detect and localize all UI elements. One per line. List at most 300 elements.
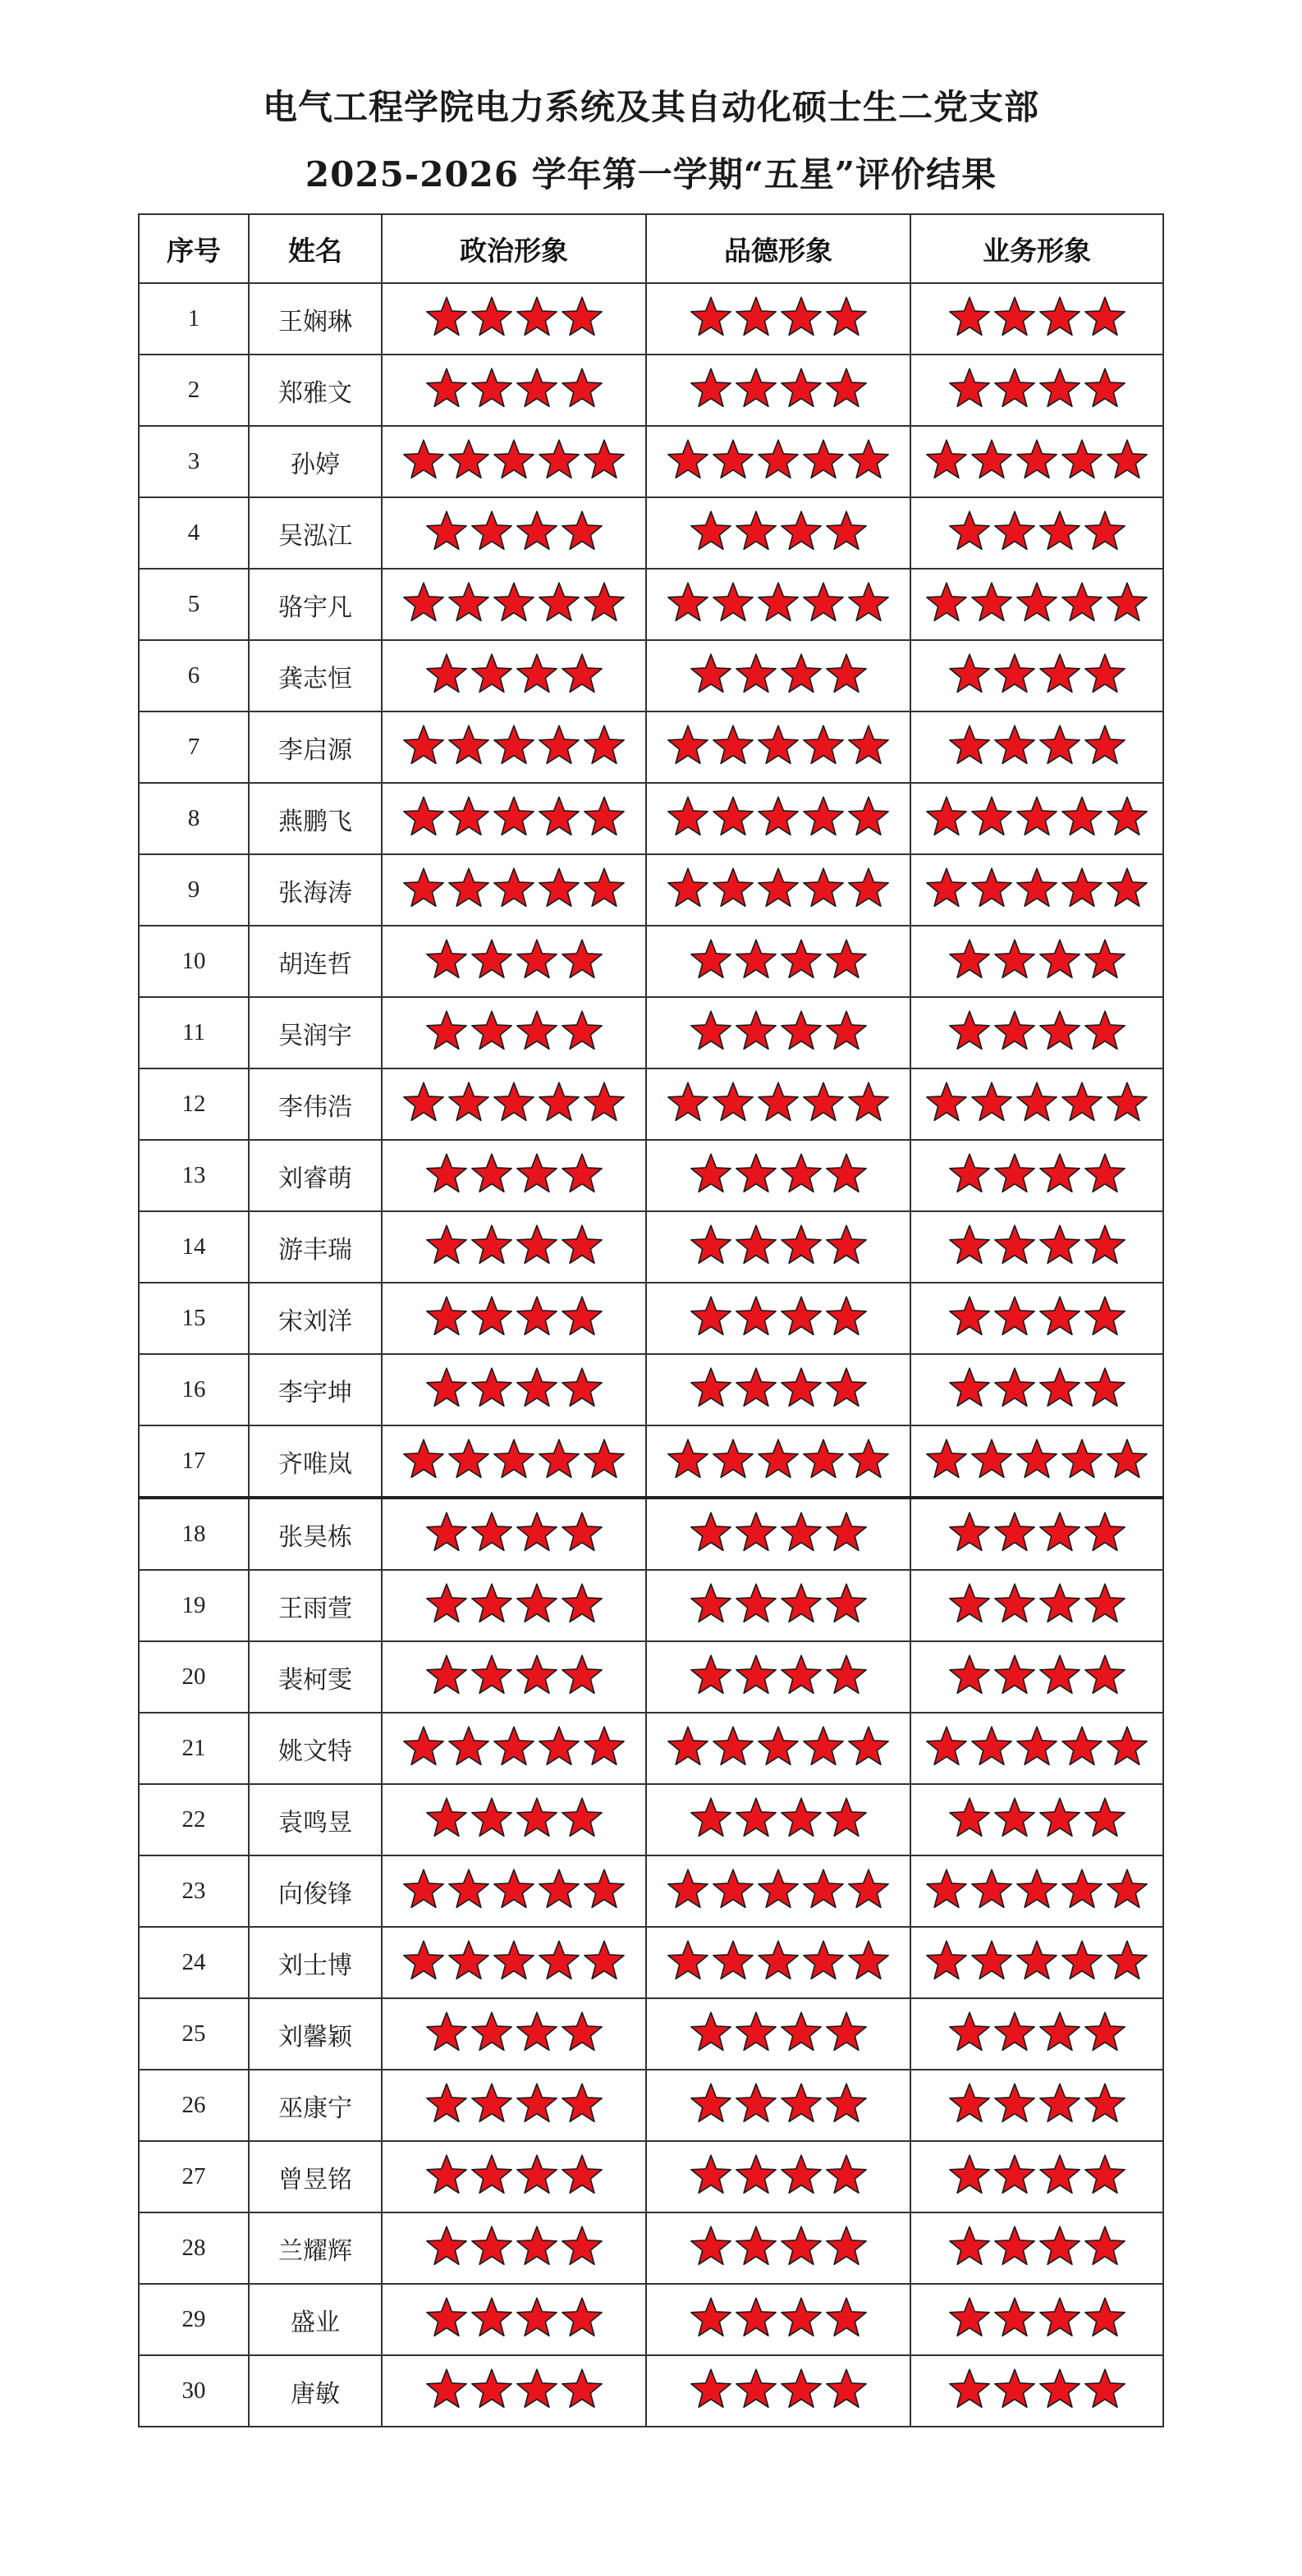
star-icon	[689, 366, 733, 410]
row-index: 17	[139, 1425, 249, 1498]
row-name: 李宇坤	[249, 1354, 382, 1425]
political-stars-cell	[382, 497, 646, 569]
star-icon	[824, 2295, 869, 2340]
star-icon	[666, 866, 710, 910]
star-icon	[424, 509, 469, 553]
star-icon	[1038, 2010, 1082, 2054]
star-icon	[734, 1653, 778, 1697]
professional-stars-cell	[910, 1283, 1163, 1354]
star-icon	[711, 866, 755, 910]
star-icon	[970, 580, 1014, 625]
star-icon	[947, 1796, 992, 1840]
professional-stars	[947, 1151, 1127, 1196]
star-icon	[970, 1724, 1014, 1768]
star-icon	[947, 2081, 992, 2125]
star-icon	[689, 1366, 733, 1410]
political-stars-cell	[382, 1641, 646, 1713]
document-title: 电气工程学院电力系统及其自动化硕士生二党支部	[262, 87, 1039, 127]
star-icon	[1083, 1223, 1127, 1267]
moral-stars-cell	[646, 2355, 910, 2427]
star-icon	[470, 2295, 514, 2340]
star-icon	[470, 2153, 514, 2197]
star-icon	[993, 1009, 1037, 1053]
political-stars-cell	[382, 2284, 646, 2355]
moral-stars-cell	[646, 2070, 910, 2141]
political-stars	[424, 1009, 604, 1053]
star-icon	[779, 652, 823, 696]
moral-stars	[689, 1366, 869, 1410]
row-name: 曾昱铭	[249, 2141, 382, 2212]
star-icon	[824, 1510, 869, 1554]
star-icon	[824, 1009, 869, 1053]
star-icon	[1038, 652, 1082, 696]
five-star-results-table	[138, 213, 1164, 2427]
star-icon	[666, 580, 710, 625]
star-icon	[993, 295, 1037, 339]
star-icon	[470, 1510, 514, 1554]
star-icon	[401, 1437, 446, 1481]
star-icon	[447, 723, 491, 767]
star-icon	[993, 2153, 1037, 2197]
star-icon	[515, 1796, 559, 1840]
professional-stars-cell	[910, 1498, 1163, 1570]
row-index: 30	[139, 2355, 249, 2427]
moral-stars-cell	[646, 2141, 910, 2212]
star-icon	[1083, 1294, 1127, 1338]
professional-stars-cell	[910, 1998, 1163, 2070]
star-icon	[1038, 295, 1082, 339]
star-icon	[779, 295, 823, 339]
star-icon	[846, 1938, 891, 1983]
star-icon	[779, 1294, 823, 1338]
table-row	[139, 1855, 1163, 1927]
star-icon	[424, 937, 469, 981]
professional-stars	[947, 366, 1127, 410]
star-icon	[1083, 1151, 1127, 1196]
political-stars	[401, 1724, 626, 1768]
row-name: 李伟浩	[249, 1068, 382, 1140]
star-icon	[424, 2224, 469, 2268]
star-icon	[947, 1653, 992, 1697]
star-icon	[947, 1294, 992, 1338]
star-icon	[924, 437, 969, 482]
table-row	[139, 2284, 1163, 2355]
star-icon	[993, 2081, 1037, 2125]
star-icon	[689, 1796, 733, 1840]
row-name: 王雨萱	[249, 1570, 382, 1641]
moral-stars	[666, 437, 891, 482]
star-icon	[424, 1581, 469, 1626]
star-icon	[689, 1294, 733, 1338]
row-index: 9	[139, 854, 249, 926]
star-icon	[470, 295, 514, 339]
star-icon	[689, 1653, 733, 1697]
row-name: 王娴琳	[249, 283, 382, 355]
moral-stars-cell	[646, 1498, 910, 1570]
star-icon	[993, 1294, 1037, 1338]
star-icon	[470, 1151, 514, 1196]
political-stars-cell	[382, 1570, 646, 1641]
star-icon	[447, 794, 491, 839]
political-stars	[424, 2010, 604, 2054]
star-icon	[560, 2367, 604, 2411]
row-name: 宋刘洋	[249, 1283, 382, 1354]
table-row	[139, 426, 1163, 497]
table-row	[139, 1570, 1163, 1641]
star-icon	[1105, 1938, 1149, 1983]
moral-stars-cell	[646, 1354, 910, 1425]
star-icon	[1105, 1080, 1149, 1124]
star-icon	[801, 794, 846, 839]
star-icon	[401, 1938, 446, 1983]
star-icon	[1060, 437, 1104, 482]
moral-stars-cell	[646, 426, 910, 497]
political-stars-cell	[382, 2070, 646, 2141]
star-icon	[846, 1724, 891, 1768]
star-icon	[824, 652, 869, 696]
star-icon	[666, 1437, 710, 1481]
star-icon	[666, 794, 710, 839]
header-moral-image: 品德形象	[646, 214, 910, 283]
star-icon	[1015, 580, 1059, 625]
star-icon	[734, 1223, 778, 1267]
row-index: 19	[139, 1570, 249, 1641]
star-icon	[470, 2081, 514, 2125]
political-stars	[424, 295, 604, 339]
star-icon	[734, 295, 778, 339]
star-icon	[756, 1867, 800, 1911]
moral-stars-cell	[646, 1927, 910, 1998]
star-icon	[1083, 2295, 1127, 2340]
professional-stars-cell	[910, 783, 1163, 854]
star-icon	[492, 794, 536, 839]
star-icon	[1038, 1581, 1082, 1626]
star-icon	[582, 794, 626, 839]
star-icon	[560, 1223, 604, 1267]
star-icon	[560, 2010, 604, 2054]
star-icon	[582, 1080, 626, 1124]
star-icon	[537, 794, 581, 839]
professional-stars	[947, 937, 1127, 981]
star-icon	[1083, 2010, 1127, 2054]
professional-stars	[947, 2224, 1127, 2268]
row-name: 燕鹏飞	[249, 783, 382, 854]
professional-stars	[947, 1223, 1127, 1267]
star-icon	[582, 866, 626, 910]
star-icon	[1060, 866, 1104, 910]
star-icon	[560, 1510, 604, 1554]
row-index: 7	[139, 711, 249, 783]
header-political-image: 政治形象	[382, 214, 646, 283]
star-icon	[1060, 1867, 1104, 1911]
professional-stars-cell	[910, 1068, 1163, 1140]
moral-stars	[666, 1938, 891, 1983]
star-icon	[970, 1938, 1014, 1983]
star-icon	[779, 366, 823, 410]
star-icon	[401, 794, 446, 839]
star-icon	[947, 1366, 992, 1410]
moral-stars-cell	[646, 854, 910, 926]
star-icon	[711, 437, 755, 482]
star-icon	[1083, 2081, 1127, 2125]
table-body	[139, 283, 1163, 2427]
star-icon	[801, 866, 846, 910]
star-icon	[582, 1437, 626, 1481]
row-index: 13	[139, 1140, 249, 1211]
star-icon	[666, 437, 710, 482]
moral-stars-cell	[646, 355, 910, 426]
star-icon	[1083, 1796, 1127, 1840]
star-icon	[947, 937, 992, 981]
moral-stars	[666, 794, 891, 839]
professional-stars	[947, 2081, 1127, 2125]
star-icon	[1083, 1581, 1127, 1626]
star-icon	[470, 652, 514, 696]
star-icon	[470, 1653, 514, 1697]
star-icon	[993, 652, 1037, 696]
star-icon	[801, 1867, 846, 1911]
political-stars-cell	[382, 854, 646, 926]
professional-stars	[924, 794, 1149, 839]
political-stars	[401, 1437, 626, 1481]
star-icon	[924, 580, 969, 625]
star-icon	[470, 1009, 514, 1053]
professional-stars-cell	[910, 1354, 1163, 1425]
row-name: 刘士博	[249, 1927, 382, 1998]
star-icon	[424, 2295, 469, 2340]
star-icon	[401, 580, 446, 625]
star-icon	[537, 1938, 581, 1983]
star-icon	[1105, 794, 1149, 839]
row-name: 裴柯雯	[249, 1641, 382, 1713]
star-icon	[1015, 794, 1059, 839]
star-icon	[1083, 937, 1127, 981]
star-icon	[734, 1366, 778, 1410]
star-icon	[993, 1653, 1037, 1697]
row-name: 盛业	[249, 2284, 382, 2355]
professional-stars-cell	[910, 2355, 1163, 2427]
star-icon	[515, 509, 559, 553]
professional-stars	[947, 2153, 1127, 2197]
political-stars	[424, 2367, 604, 2411]
star-icon	[779, 1796, 823, 1840]
star-icon	[734, 1510, 778, 1554]
star-icon	[779, 1009, 823, 1053]
star-icon	[756, 1724, 800, 1768]
star-icon	[779, 2153, 823, 2197]
professional-stars	[924, 1080, 1149, 1124]
star-icon	[846, 1080, 891, 1124]
table-row	[139, 1641, 1163, 1713]
star-icon	[515, 652, 559, 696]
star-icon	[424, 1294, 469, 1338]
star-icon	[993, 2367, 1037, 2411]
star-icon	[756, 1938, 800, 1983]
table-row	[139, 1211, 1163, 1283]
star-icon	[1083, 1366, 1127, 1410]
moral-stars	[666, 1724, 891, 1768]
star-icon	[515, 2295, 559, 2340]
star-icon	[1060, 1080, 1104, 1124]
star-icon	[756, 723, 800, 767]
star-icon	[993, 1796, 1037, 1840]
star-icon	[1015, 1724, 1059, 1768]
star-icon	[666, 1867, 710, 1911]
star-icon	[582, 1867, 626, 1911]
star-icon	[846, 723, 891, 767]
table-row	[139, 2355, 1163, 2427]
star-icon	[560, 652, 604, 696]
star-icon	[560, 1653, 604, 1697]
moral-stars	[689, 295, 869, 339]
table-row	[139, 283, 1163, 355]
political-stars	[401, 794, 626, 839]
row-name: 骆宇凡	[249, 569, 382, 640]
professional-stars-cell	[910, 1140, 1163, 1211]
star-icon	[734, 2224, 778, 2268]
table-row	[139, 1425, 1163, 1498]
star-icon	[560, 2153, 604, 2197]
star-icon	[492, 1080, 536, 1124]
professional-stars-cell	[910, 640, 1163, 711]
star-icon	[734, 2010, 778, 2054]
star-icon	[779, 1581, 823, 1626]
star-icon	[846, 1867, 891, 1911]
star-icon	[515, 295, 559, 339]
moral-stars-cell	[646, 1211, 910, 1283]
star-icon	[1038, 1796, 1082, 1840]
star-icon	[560, 2224, 604, 2268]
star-icon	[689, 2153, 733, 2197]
row-index: 2	[139, 355, 249, 426]
star-icon	[1038, 1653, 1082, 1697]
table-row	[139, 1498, 1163, 1570]
star-icon	[734, 652, 778, 696]
professional-stars	[947, 1294, 1127, 1338]
star-icon	[924, 1437, 969, 1481]
star-icon	[537, 866, 581, 910]
professional-stars-cell	[910, 1570, 1163, 1641]
star-icon	[947, 295, 992, 339]
star-icon	[801, 723, 846, 767]
moral-stars-cell	[646, 569, 910, 640]
star-icon	[689, 1009, 733, 1053]
star-icon	[492, 580, 536, 625]
row-index: 27	[139, 2141, 249, 2212]
row-index: 12	[139, 1068, 249, 1140]
star-icon	[537, 437, 581, 482]
star-icon	[824, 1366, 869, 1410]
star-icon	[401, 1080, 446, 1124]
row-index: 6	[139, 640, 249, 711]
political-stars-cell	[382, 711, 646, 783]
professional-stars-cell	[910, 283, 1163, 355]
star-icon	[779, 2367, 823, 2411]
professional-stars	[924, 1437, 1149, 1481]
star-icon	[824, 1294, 869, 1338]
professional-stars	[947, 509, 1127, 553]
star-icon	[734, 2153, 778, 2197]
moral-stars	[666, 1437, 891, 1481]
table-row	[139, 2070, 1163, 2141]
professional-stars	[947, 2367, 1127, 2411]
star-icon	[779, 2010, 823, 2054]
star-icon	[947, 2153, 992, 2197]
star-icon	[947, 366, 992, 410]
star-icon	[689, 2295, 733, 2340]
star-icon	[470, 1294, 514, 1338]
professional-stars-cell	[910, 854, 1163, 926]
professional-stars	[924, 866, 1149, 910]
political-stars-cell	[382, 1354, 646, 1425]
political-stars-cell	[382, 1713, 646, 1784]
star-icon	[424, 1009, 469, 1053]
star-icon	[801, 1938, 846, 1983]
star-icon	[993, 509, 1037, 553]
political-stars	[424, 509, 604, 553]
star-icon	[447, 1724, 491, 1768]
moral-stars	[689, 1294, 869, 1338]
star-icon	[947, 509, 992, 553]
row-name: 姚文特	[249, 1713, 382, 1784]
star-icon	[689, 1581, 733, 1626]
table-row	[139, 1068, 1163, 1140]
moral-stars	[689, 2224, 869, 2268]
professional-stars	[947, 1510, 1127, 1554]
moral-stars	[689, 1653, 869, 1697]
star-icon	[779, 1653, 823, 1697]
political-stars	[424, 1796, 604, 1840]
star-icon	[447, 866, 491, 910]
political-stars-cell	[382, 926, 646, 997]
star-icon	[401, 1724, 446, 1768]
star-icon	[515, 1366, 559, 1410]
political-stars	[424, 652, 604, 696]
star-icon	[824, 1223, 869, 1267]
political-stars-cell	[382, 640, 646, 711]
table-row	[139, 1713, 1163, 1784]
political-stars	[424, 366, 604, 410]
table-row	[139, 2141, 1163, 2212]
moral-stars-cell	[646, 1068, 910, 1140]
row-name: 袁鸣昱	[249, 1784, 382, 1855]
professional-stars	[924, 1938, 1149, 1983]
political-stars	[424, 1151, 604, 1196]
star-icon	[582, 1724, 626, 1768]
professional-stars	[947, 2295, 1127, 2340]
star-icon	[734, 937, 778, 981]
table-row	[139, 1140, 1163, 1211]
star-icon	[711, 1938, 755, 1983]
star-icon	[947, 652, 992, 696]
table-row	[139, 1354, 1163, 1425]
star-icon	[424, 1796, 469, 1840]
star-icon	[970, 794, 1014, 839]
star-icon	[470, 1796, 514, 1840]
star-icon	[1038, 937, 1082, 981]
star-icon	[515, 1009, 559, 1053]
star-icon	[734, 2367, 778, 2411]
star-icon	[1060, 1938, 1104, 1983]
star-icon	[947, 1510, 992, 1554]
professional-stars	[924, 1867, 1149, 1911]
header-professional-image: 业务形象	[910, 214, 1163, 283]
header-name: 姓名	[249, 214, 382, 283]
star-icon	[993, 1581, 1037, 1626]
star-icon	[924, 1867, 969, 1911]
star-icon	[947, 1151, 992, 1196]
professional-stars	[947, 652, 1127, 696]
